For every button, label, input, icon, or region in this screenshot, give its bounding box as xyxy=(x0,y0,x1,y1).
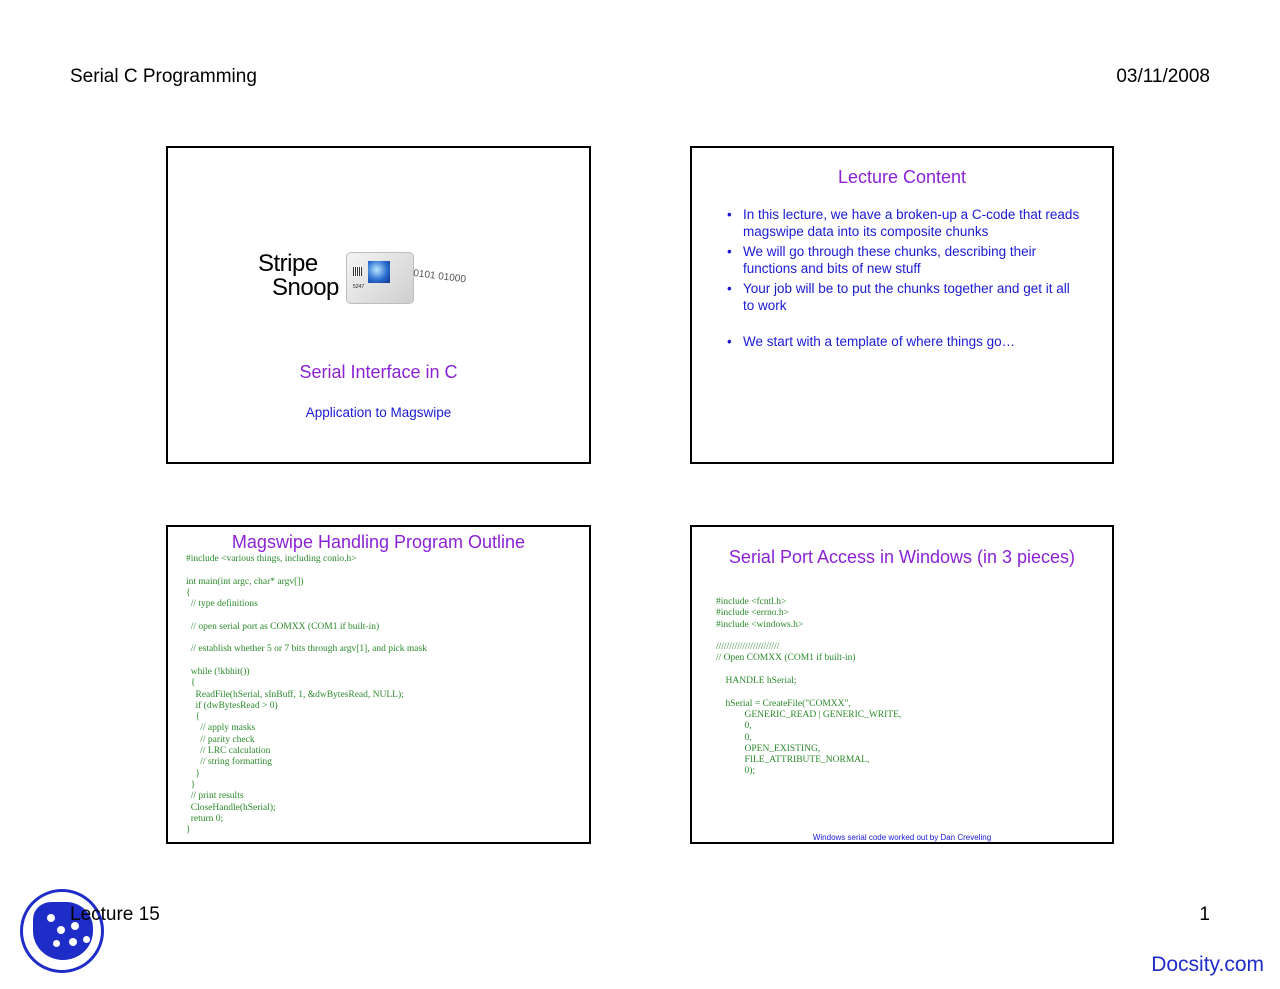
docsity-brand-link[interactable]: Docsity.com xyxy=(1151,953,1264,976)
hologram-icon xyxy=(368,261,390,283)
list-item: • We start with a template of where things go… xyxy=(727,334,1016,349)
binary-text: 0101 01000 xyxy=(412,268,467,286)
barcode-icon xyxy=(353,267,362,276)
page-number: 1 xyxy=(1199,904,1210,925)
credit-card-icon xyxy=(346,252,414,304)
slide-title xyxy=(166,146,591,464)
program-outline-title: Magswipe Handling Program Outline xyxy=(231,532,526,552)
program-outline-code: #include <various things, including conio.h> int main(int argc, char* argv[]) { // type definitions // open serial port as COMXX (COM1 if built-in) // establish whether 5 or 7 bits through argv[1], and pick mask while (!kbhit()) { ReadFile(hSerial, sInBuff, 1, &dwBytesRead, NULL); if (dwBytesRead > 0) { // apply masks // parity check // LRC calculation // string formatting } } // print results CloseHandle(hSerial); return 0; } xyxy=(186,554,427,836)
logo-word-snoop: Snoop xyxy=(272,274,339,301)
list-item: • Your job will be to put the chunks together and get it all to work xyxy=(727,281,1070,313)
serial-port-credit: Windows serial code worked out by Dan Creveling xyxy=(812,833,992,842)
slide-serial-port-access xyxy=(690,525,1114,844)
slide-title-subtitle: Application to Magswipe xyxy=(305,405,452,420)
page-header-date: 03/11/2008 xyxy=(1116,66,1210,87)
slide-lecture-content xyxy=(690,146,1114,464)
lecture-content-title: Lecture Content xyxy=(837,167,967,187)
list-item: • We will go through these chunks, describing their functions and bits of new stuff xyxy=(727,244,1037,276)
slide-title-heading: Serial Interface in C xyxy=(299,362,458,382)
docsity-logo-icon xyxy=(20,889,104,973)
stripe-snoop-logo xyxy=(256,248,486,312)
logo-word-stripe: Stripe xyxy=(258,250,318,277)
slide-program-outline xyxy=(166,525,591,844)
page-header-title: Serial C Programming xyxy=(70,66,257,87)
card-number: 5247 xyxy=(353,284,365,290)
lecture-content-bullets xyxy=(725,206,1080,353)
list-item: • In this lecture, we have a broken-up a C-code that reads magswipe data into its composite chunks xyxy=(727,207,1080,239)
serial-port-title: Serial Port Access in Windows (in 3 pieces) xyxy=(728,547,1076,567)
page-footer-lecture: Lecture 15 xyxy=(70,904,160,925)
serial-port-code: #include <fcntl.h> #include <errno.h> #include <windows.h> //////////////////////// // Open COMXX (COM1 if built-in) HANDLE hSerial; hSerial = CreateFile("COMXX", GENERIC_READ | GENERIC_WRITE, 0, 0, OPEN_EXISTING, FILE_ATTRIBUTE_NORMAL, 0); xyxy=(716,597,902,777)
